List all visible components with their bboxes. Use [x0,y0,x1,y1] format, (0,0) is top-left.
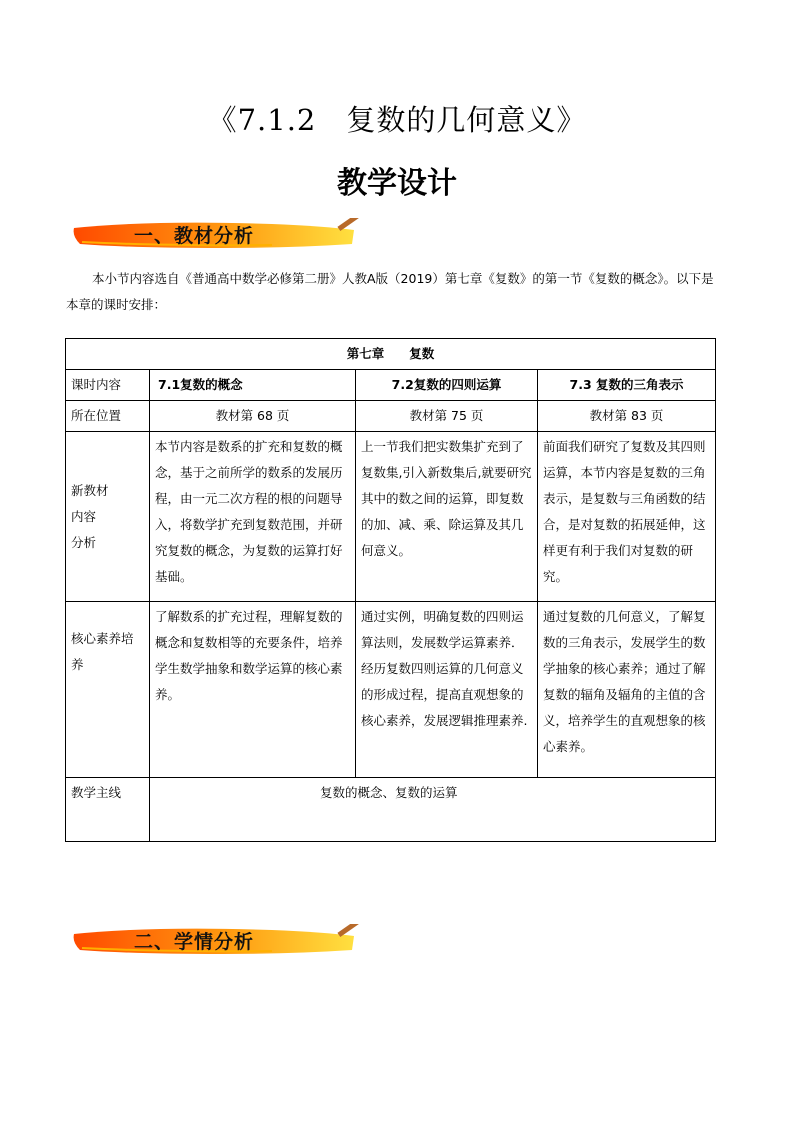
table-cell: 7.1复数的概念 [150,370,356,401]
section-banner-1 [72,218,372,252]
table-cell: 教材第 68 页 [150,401,356,432]
table-row [66,602,716,778]
table-cell: 通过复数的几何意义，了解复数的三角表示，发展学生的数学抽象的核心素养；通过了解复数的辐角及辐角的主值的含义，培养学生的直观想象的核心素养。 [538,602,716,778]
table-row [66,432,716,602]
table-header: 第七章 复数 [66,339,716,370]
table-row [66,401,716,432]
section-title: 一、教材分析 [134,225,255,247]
table-row [66,339,716,370]
table-cell: 教材第 75 页 [356,401,538,432]
table-row [66,370,716,401]
row-label: 教学主线 [66,778,150,842]
page-subtitle: 教学设计 [337,166,457,201]
table-cell: 复数的概念、复数的运算 [150,778,716,842]
table-cell: 了解数系的扩充过程，理解复数的概念和复数相等的充要条件，培养学生数学抽象和数学运算的核心素养。 [150,602,356,778]
row-label: 课时内容 [66,370,150,401]
table-cell: 上一节我们把实数集扩充到了复数集,引入新数集后,就要研究其中的数之间的运算，即复数的加、减、乘、除运算及其几何意义。 [356,432,538,602]
table-row [66,778,716,842]
table-cell: 教材第 83 页 [538,401,716,432]
page-title: 《7.1.2 复数的几何意义》 [207,103,587,137]
table-cell: 7.2复数的四则运算 [356,370,538,401]
intro-paragraph: 本小节内容选自《普通高中数学必修第二册》人教A版（2019）第七章《复数》的第一节《复数的概念》。以下是本章的课时安排： [66,271,714,312]
section-banner-2 [72,924,372,958]
table-cell: 通过实例，明确复数的四则运算法则，发展数学运算素养．经历复数四则运算的几何意义的形成过程，提高直观想象的核心素养，发展逻辑推理素养. [356,602,538,778]
row-label: 所在位置 [66,401,150,432]
table-cell: 7.3 复数的三角表示 [538,370,716,401]
table-cell: 本节内容是数系的扩充和复数的概念，基于之前所学的数系的发展历程，由一元二次方程的根的问题导入，将数学扩充到复数范围，并研究复数的概念，为复数的运算打好基础。 [150,432,356,602]
section-title: 二、学情分析 [134,931,255,953]
table-cell: 前面我们研究了复数及其四则运算，本节内容是复数的三角表示，是复数与三角函数的结合，是对复数的拓展延伸，这样更有利于我们对复数的研究。 [538,432,716,602]
lesson-plan-table [65,338,716,842]
row-label: 新教材 内容 分析 [66,432,150,602]
row-label: 核心素养培养 [66,602,150,778]
